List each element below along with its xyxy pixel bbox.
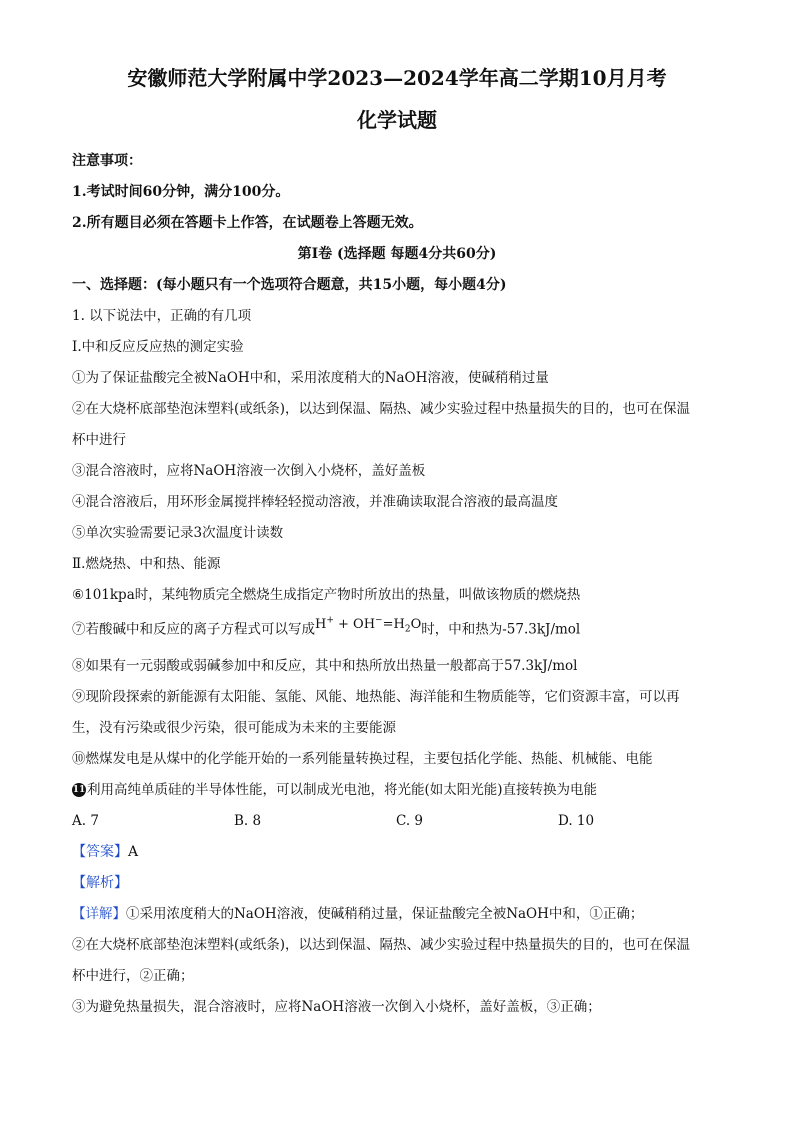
- option-b: B. 8: [234, 812, 262, 829]
- part2-title: Ⅱ.燃烧热、中和热、能源: [72, 556, 221, 572]
- question-stem: 1. 以下说法中，正确的有几项: [72, 308, 252, 324]
- statement-7: [72, 611, 722, 651]
- statement-10: ⑩燃煤发电是从煤中的化学能开始的一系列能量转换过程，主要包括化学能、热能、机械能、电能: [72, 750, 653, 767]
- equation-h: H: [315, 617, 327, 633]
- option-d: D. 10: [558, 812, 595, 829]
- option-a: A. 7: [72, 812, 99, 829]
- option-c: C. 9: [396, 812, 424, 829]
- circled-number-11: 11: [72, 785, 86, 796]
- section-title: 一、选择题：(每小题只有一个选项符合题意，共15小题，每小题4分): [72, 277, 507, 293]
- analysis-label: 【解析】: [72, 874, 128, 891]
- statement-1: ①为了保证盐酸完全被NaOH中和，采用浓度稍大的NaOH溶液，使碱稍稍过量: [72, 370, 549, 386]
- answer-options: [72, 806, 722, 837]
- ionic-equation: [315, 616, 422, 635]
- statement-3: ③混合溶液时，应将NaOH溶液一次倒入小烧杯，盖好盖板: [72, 463, 426, 479]
- statement-11-text: 利用高纯单质硅的半导体性能，可以制成光电池，将光能(如太阳光能)直接转换为电能: [87, 781, 598, 798]
- statement-2-line-1: ②在大烧杯底部垫泡沫塑料(或纸条)，以达到保温、隔热、减少实验过程中热量损失的目的，也可在保温: [72, 401, 691, 417]
- notice-heading: 注意事项：: [72, 153, 142, 169]
- equation-product-h: =H: [382, 617, 405, 633]
- detail-line-2: ②在大烧杯底部垫泡沫塑料(或纸条)，以达到保温、隔热、减少实验过程中热量损失的目的，也可在保温: [72, 936, 691, 953]
- statement-9-line-2: 生，没有污染或很少污染，很可能成为未来的主要能源: [72, 719, 396, 736]
- statement-7-prefix: ⑦若酸碱中和反应的离子方程式可以写成: [72, 621, 315, 638]
- statement-2-line-2: 杯中进行: [72, 432, 126, 448]
- answer-value: A: [128, 843, 139, 860]
- statement-8: ⑧如果有一元弱酸或弱碱参加中和反应，其中和热所放出热量一般都高于57.3kJ/mol: [72, 657, 578, 674]
- statement-11: [72, 775, 722, 806]
- statement-6: ⑥101kpa时，某纯物质完全燃烧生成指定产物时所放出的热量，叫做该物质的燃烧热: [72, 587, 581, 603]
- equation-subscript: 2: [404, 624, 411, 635]
- statement-5: ⑤单次实验需要记录3次温度计读数: [72, 525, 284, 541]
- detail-line-3: 杯中进行，②正确；: [72, 967, 194, 984]
- notice-item-1: 1.考试时间60分钟，满分100分。: [72, 184, 290, 200]
- part-heading: 第Ⅰ卷 (选择题 每题4分共60分): [297, 246, 497, 262]
- equation-h-charge: +: [326, 616, 334, 626]
- statement-9-line-1: ⑨现阶段探索的新能源有太阳能、氢能、风能、地热能、海洋能和生物质能等，它们资源丰富，可以再: [72, 688, 680, 705]
- detail-text-1: ①采用浓度稍大的NaOH溶液，使碱稍稍过量，保证盐酸完全被NaOH中和，①正确；: [126, 905, 644, 922]
- answer-line: [72, 837, 722, 868]
- analysis-line: [72, 868, 722, 899]
- equation-oh: + OH: [333, 617, 376, 633]
- notice-item-2: 2.所有题目必须在答题卡上作答，在试题卷上答题无效。: [72, 215, 423, 231]
- detail-label: 【详解】: [72, 905, 126, 922]
- detail-line-4: ③为避免热量损失，混合溶液时，应将NaOH溶液一次倒入小烧杯，盖好盖板，③正确；: [72, 998, 601, 1015]
- statement-7-suffix: 时，中和热为-57.3kJ/mol: [421, 621, 581, 638]
- detail-line-1: [72, 899, 722, 930]
- equation-product-o: O: [410, 617, 422, 633]
- equation-oh-charge: −: [375, 616, 383, 626]
- statement-4: ④混合溶液后，用环形金属搅拌棒轻轻搅动溶液，并准确读取混合溶液的最高温度: [72, 494, 558, 510]
- exam-subtitle: 化学试题: [357, 108, 437, 132]
- part1-title: Ⅰ.中和反应反应热的测定实验: [72, 339, 244, 355]
- exam-title: 安徽师范大学附属中学2023—2024学年高二学期10月月考: [127, 66, 667, 90]
- answer-label: 【答案】: [72, 843, 128, 860]
